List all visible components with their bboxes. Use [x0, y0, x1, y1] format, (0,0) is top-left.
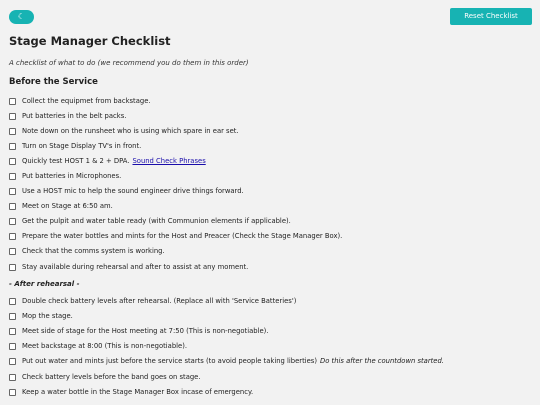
sound-check-phrases-link[interactable]: Sound Check Phrases: [132, 157, 206, 165]
checklist-item-label: Keep a water bottle in the Stage Manager Box incase of emergency.: [22, 388, 254, 396]
checkbox[interactable]: [9, 343, 16, 350]
checklist-item-label: Check battery levels before the band goes on stage.: [22, 373, 201, 381]
checklist-item[interactable]: [9, 372, 201, 382]
page-subtitle: A checklist of what to do (we recommend you do them in this order): [9, 59, 249, 67]
checklist-item[interactable]: [9, 126, 239, 136]
checklist-item-label: Double check battery levels after rehearsal. (Replace all with 'Service Batteries'): [22, 297, 297, 305]
checkbox[interactable]: [9, 358, 16, 365]
checkbox[interactable]: [9, 218, 16, 225]
checkbox[interactable]: [9, 328, 16, 335]
section-heading-before-service: Before the Service: [9, 77, 98, 87]
reset-checklist-button[interactable]: Reset Checklist: [450, 8, 532, 25]
checklist-item-label: Note down on the runsheet who is using which spare in ear set.: [22, 127, 239, 135]
checklist-item[interactable]: [9, 296, 296, 306]
page-title: Stage Manager Checklist: [9, 34, 171, 48]
checklist-item[interactable]: [9, 311, 73, 321]
checklist-item[interactable]: [9, 111, 126, 121]
checklist-item-label: Put out water and mints just before the service starts (to avoid people taking liberties): [22, 357, 317, 365]
checklist-item[interactable]: [9, 326, 268, 336]
checklist-item[interactable]: [9, 387, 253, 397]
checklist-item[interactable]: [9, 341, 187, 351]
checkbox[interactable]: [9, 233, 16, 240]
checkbox[interactable]: [9, 113, 16, 120]
checklist-item[interactable]: [9, 231, 342, 241]
checkbox[interactable]: [9, 389, 16, 396]
checklist-item[interactable]: [9, 96, 151, 106]
checklist-item[interactable]: [9, 216, 291, 226]
checkbox[interactable]: [9, 313, 16, 320]
checkbox[interactable]: [9, 188, 16, 195]
theme-toggle-button[interactable]: [9, 10, 34, 24]
checklist-item-label: Prepare the water bottles and mints for the Host and Preacer (Check the Stage Manager Box).: [22, 232, 343, 240]
checklist-item-label: Get the pulpit and water table ready (with Communion elements if applicable).: [22, 217, 291, 225]
checklist-item[interactable]: [9, 171, 121, 181]
checkbox[interactable]: [9, 264, 16, 271]
checkbox[interactable]: [9, 298, 16, 305]
checkbox[interactable]: [9, 98, 16, 105]
checkbox[interactable]: [9, 203, 16, 210]
checklist-item-label: Meet on Stage at 6:50 am.: [22, 202, 113, 210]
moon-icon: ☾: [17, 12, 26, 21]
checklist-item-label: Mop the stage.: [22, 312, 73, 320]
checklist-item[interactable]: [9, 156, 206, 166]
checklist-item-label: Put batteries in the belt packs.: [22, 112, 127, 120]
checklist-item-label: Check that the comms system is working.: [22, 247, 165, 255]
checklist-item-label: Stay available during rehearsal and after to assist at any moment.: [22, 263, 249, 271]
checkbox[interactable]: [9, 143, 16, 150]
checklist-item-label: Meet backstage at 8:00 (This is non-negotiable).: [22, 342, 188, 350]
checkbox[interactable]: [9, 248, 16, 255]
checkbox[interactable]: [9, 173, 16, 180]
checklist-item-label: Turn on Stage Display TV's in front.: [22, 142, 142, 150]
checklist-item-label: Collect the equipmet from backstage.: [22, 97, 151, 105]
checklist-item-label: Meet side of stage for the Host meeting at 7:50 (This is non-negotiable).: [22, 327, 269, 335]
checklist-item[interactable]: [9, 186, 244, 196]
checklist-item[interactable]: [9, 356, 444, 366]
checklist-item-label: Put batteries in Microphones.: [22, 172, 122, 180]
checklist-item[interactable]: [9, 201, 113, 211]
checklist-item[interactable]: [9, 262, 248, 272]
checklist-item-label: Use a HOST mic to help the sound engineer drive things forward.: [22, 187, 244, 195]
checkbox[interactable]: [9, 128, 16, 135]
checkbox[interactable]: [9, 158, 16, 165]
checkbox[interactable]: [9, 374, 16, 381]
checklist-item-label: Quickly test HOST 1 & 2 + DPA.: [22, 157, 130, 165]
section-heading-after-rehearsal: - After rehearsal -: [9, 280, 80, 288]
checklist-item[interactable]: [9, 141, 141, 151]
checklist-item[interactable]: [9, 246, 165, 256]
checklist-item-note: Do this after the countdown started.: [320, 357, 444, 365]
